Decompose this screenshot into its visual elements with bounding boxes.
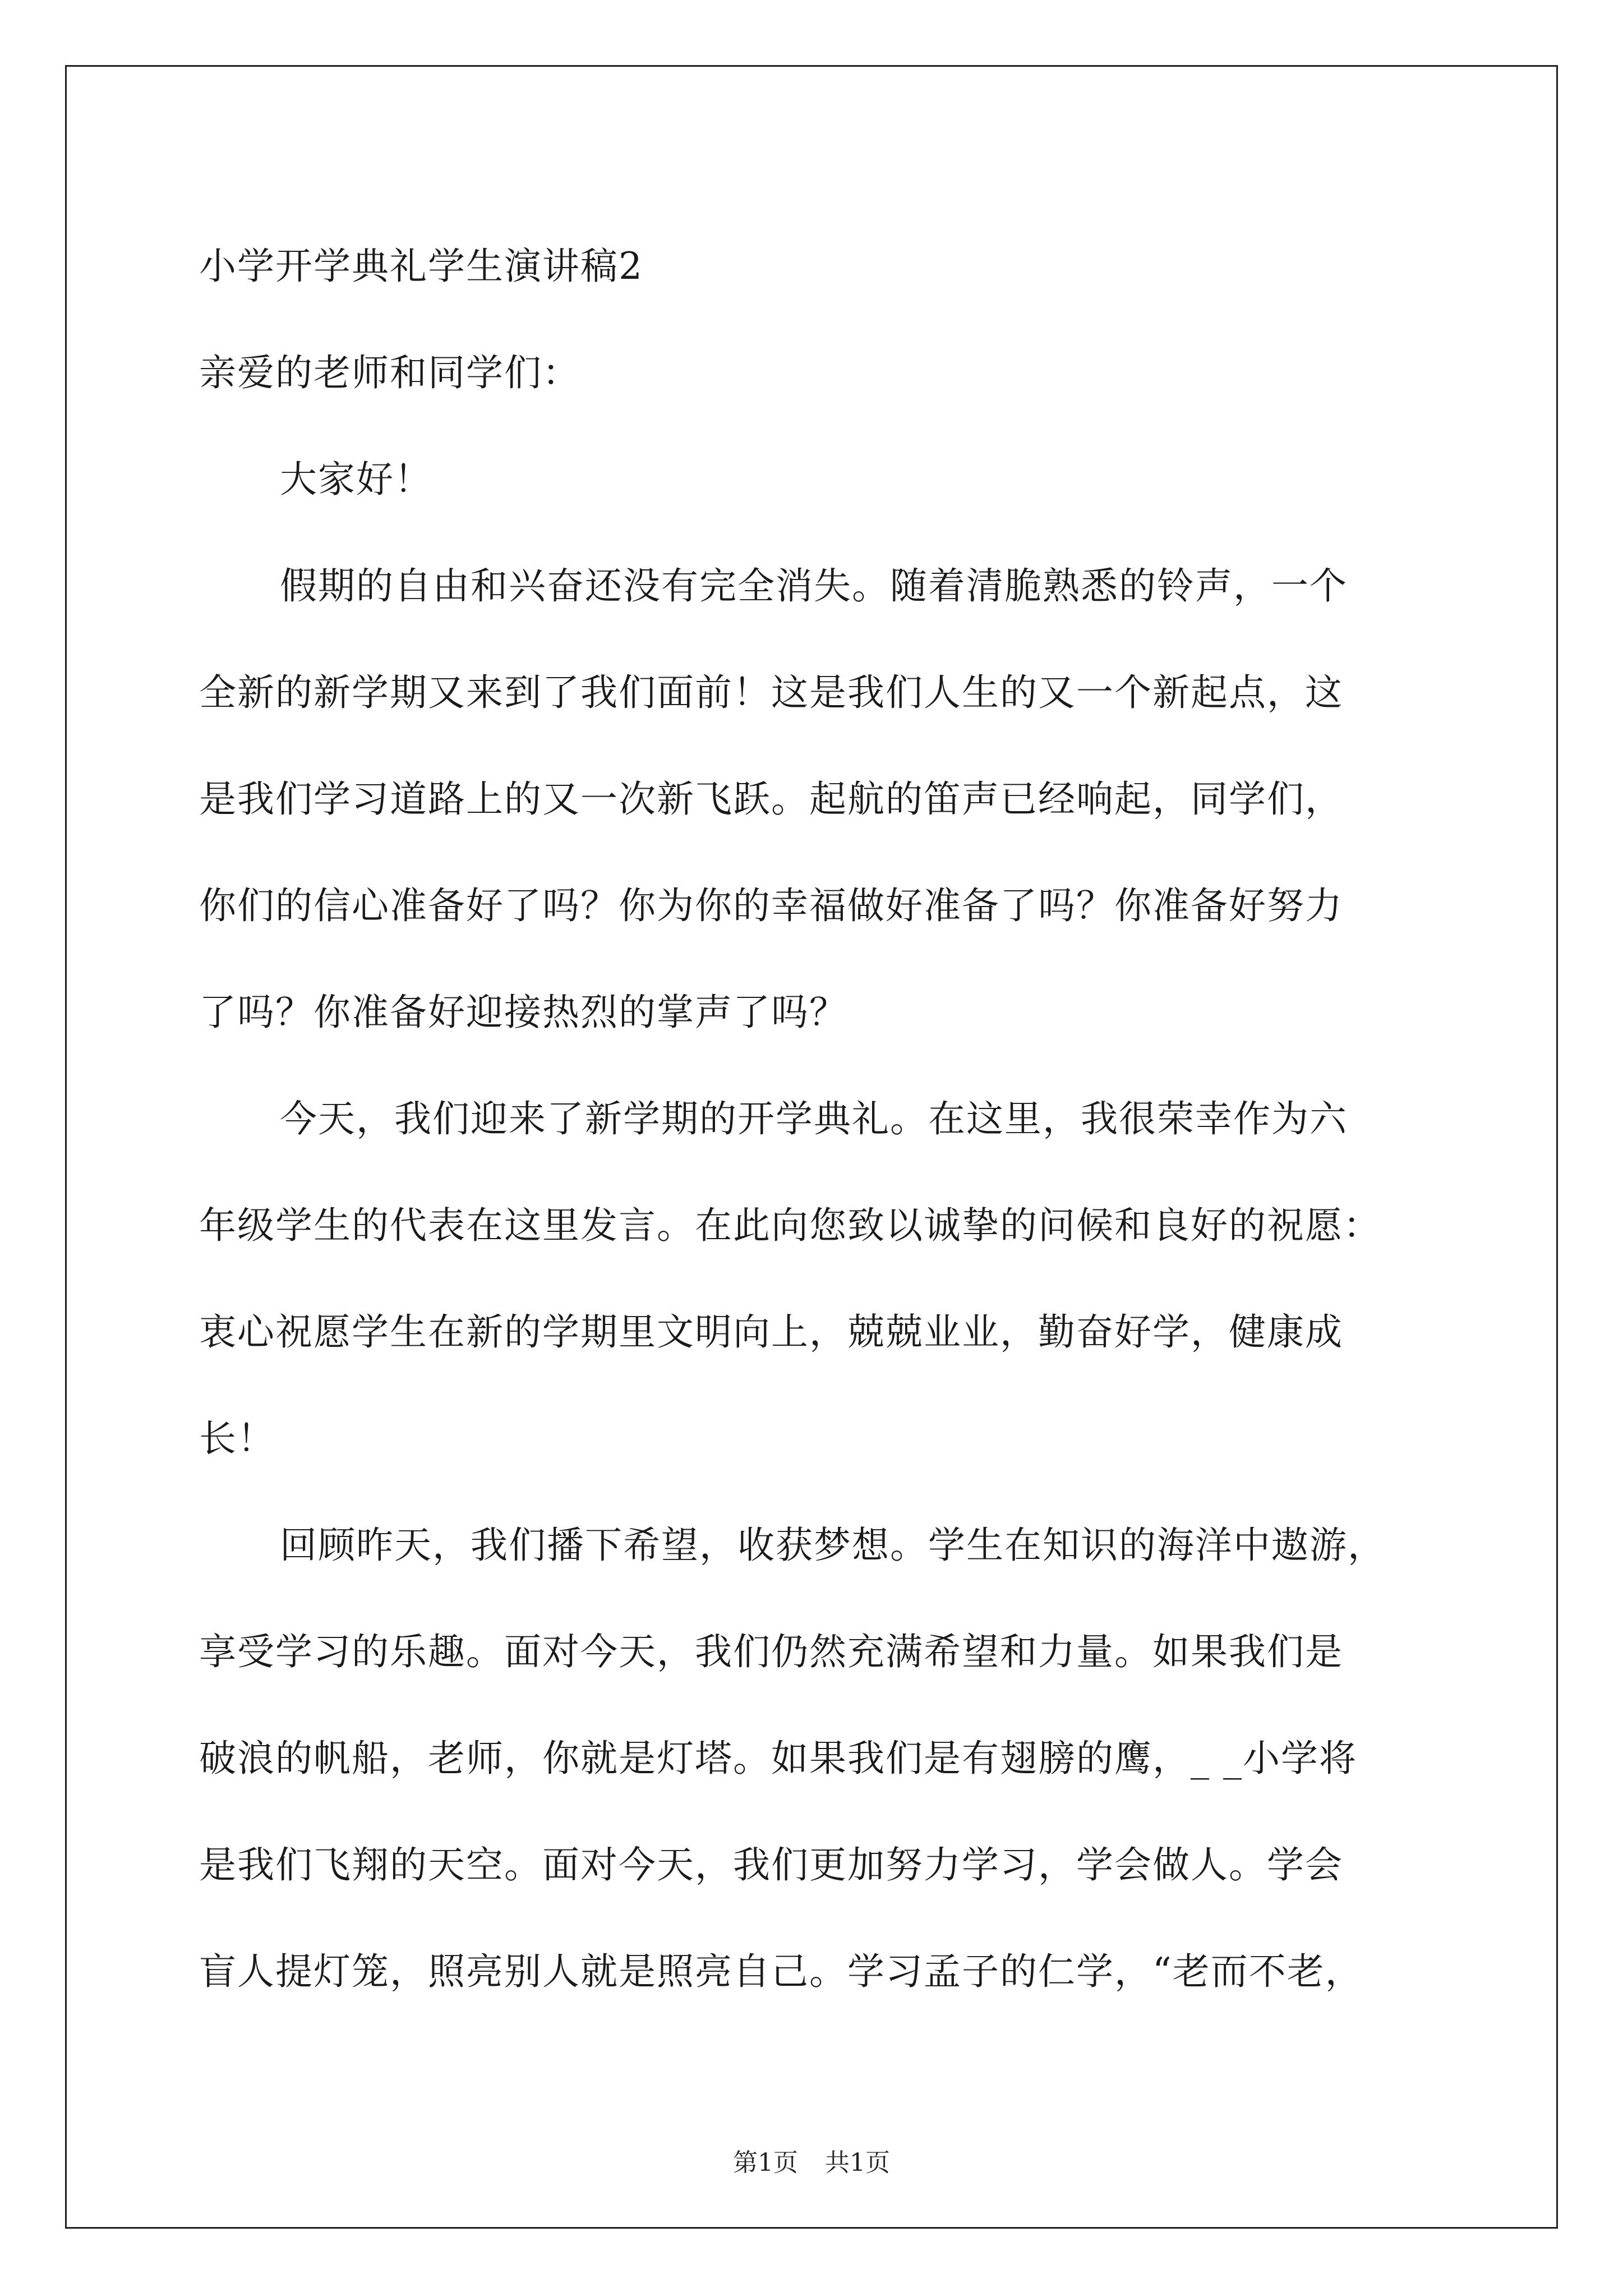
paragraph-2 — [199, 1066, 1433, 1492]
paragraph-line: 今天，我们迎来了新学期的开学典礼。在这里，我很荣幸作为六 — [280, 1097, 1348, 1140]
paragraph-3 — [199, 1492, 1433, 2025]
paragraph-line: 盲人提灯笼，照亮别人就是照亮自己。学习孟子的仁学，“老而不老， — [199, 1950, 1363, 1993]
salutation: 亲爱的老师和同学们： — [199, 351, 580, 394]
paragraph-line: 是我们飞翔的天空。面对今天，我们更加努力学习，学会做人。学会 — [199, 1843, 1343, 1887]
paragraph-line: 了吗？你准备好迎接热烈的掌声了吗？ — [199, 991, 847, 1034]
paragraph-line: 破浪的帆船，老师，你就是灯塔。如果我们是有翅膀的鹰，_ _小学将 — [199, 1737, 1357, 1780]
paragraph-line: 长！ — [199, 1417, 275, 1460]
document-body — [199, 213, 1433, 2025]
paragraph-line: 回顾昨天，我们播下希望，收获梦想。学生在知识的海洋中遨游， — [280, 1524, 1386, 1567]
paragraph-line: 你们的信心准备好了吗？你为你的幸福做好准备了吗？你准备好努力 — [199, 884, 1343, 927]
paragraph-line: 享受学习的乐趣。面对今天，我们仍然充满希望和力量。如果我们是 — [199, 1630, 1343, 1673]
paragraph-line: 是我们学习道路上的又一次新飞跃。起航的笛声已经响起，同学们， — [199, 777, 1343, 821]
page-number-current: 第1页 — [733, 2148, 798, 2177]
paragraph-line: 假期的自由和兴奋还没有完全消失。随着清脆熟悉的铃声，一个 — [280, 564, 1348, 608]
page-number-total: 共1页 — [825, 2148, 890, 2177]
paragraph-line: 衷心祝愿学生在新的学期里文明向上，兢兢业业，勤奋好学，健康成 — [199, 1310, 1343, 1354]
paragraph-1 — [199, 533, 1433, 1066]
paragraph-line: 全新的新学期又来到了我们面前！这是我们人生的又一个新起点，这 — [199, 671, 1343, 714]
document-title: 小学开学典礼学生演讲稿2 — [199, 245, 643, 288]
paragraph-line: 年级学生的代表在这里发言。在此向您致以诚挚的问候和良好的祝愿： — [199, 1204, 1381, 1247]
page-footer — [0, 2146, 1623, 2180]
greeting: 大家好！ — [280, 458, 432, 501]
